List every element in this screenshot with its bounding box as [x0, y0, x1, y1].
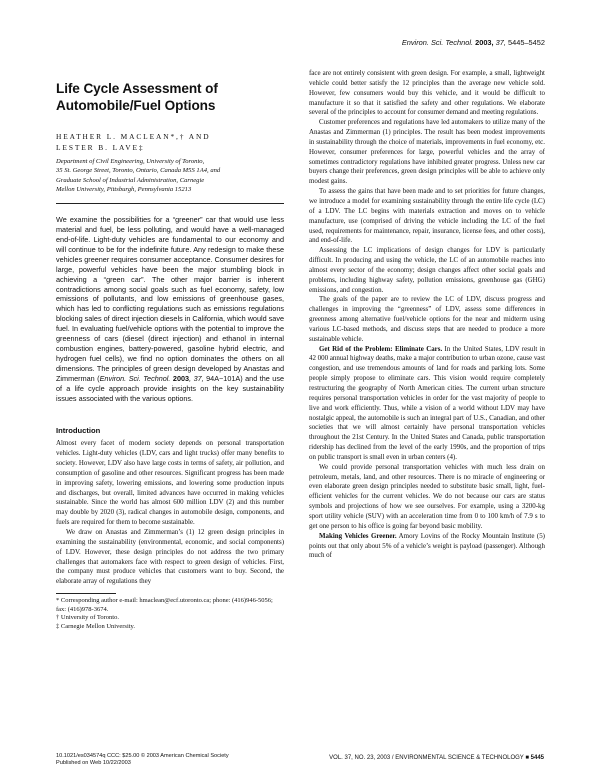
journal-pages: 5445–5452	[508, 38, 545, 47]
abstract	[56, 215, 284, 403]
right-paragraph-5: The goals of the paper are to review the LC of LDV, discuss progress and challenges in improving the “greenness” of LDV, assess some differences in greenness among alternative fuel/vehicle options for the near and midterm using various LC-based methods, and discuss steps that are needed to produce a more sustainable vehicle.	[309, 295, 545, 343]
intro-paragraph-1: Almost every facet of modern society depends on personal transportation vehicles. Light-duty vehicles (LDV, cars and light trucks) offer many benefits to society. However, LDV also have large costs in terms of safety, air pollution, and consumption of gasoline and other resources. Significant progress has been made in improving safety, lowering emissions, and lowering some production inputs and discharges, but overall, limited advances have occurred in making vehicles sustainable. Since the world has almost 600 million LDV (2) and this number may double by 2020 (3), radical changes in automobile design, components, and fuels are required for them to become sustainable.	[56, 439, 284, 527]
right-paragraph-6	[309, 345, 545, 463]
article-title: Life Cycle Assessment of Automobile/Fuel Options	[56, 81, 218, 113]
footer-right	[329, 755, 544, 761]
author-line-2: LESTER B. LAVE‡	[56, 143, 145, 152]
footnote-cmu: ‡ Carnegie Mellon University.	[56, 622, 136, 630]
affiliation	[56, 157, 284, 194]
footnote-toronto: † University of Toronto.	[56, 614, 119, 622]
journal-volume: 37,	[495, 38, 506, 47]
right-paragraph-6-text: In the United States, LDV result in 42 000 annual highway deaths, make a major contribution to urban ozone, cause vast congestion, and use tremendous amounts of land for roads and parking lots. Some people simply propose to eliminate cars. This vision would require completely restructuring the geography of North American cities. The current urban structure requires personal transportation vehicles in order for the vast majority of people to live and work efficiently. Thus, while a vision of a world without LDV may have nostalgic appeal, the automobile is such an integral part of U.S., Canadian, and other societies that we will almost certainly have personal transportation vehicles throughout the 21st Century. In the United States and Canada, public transportation ridership has declined from the level of the early 1990s, and the proportion of trips on public transport is small even in urban centers (4).	[309, 344, 546, 461]
intro-paragraph-2: We draw on Anastas and Zimmerman’s (1) 12 green design principles in examining the sustainability (environmental, economic, and social components) of LDV. However, these design principles do not address the two primary challenges that automakers face with respect to green design of vehicles. First, the company must produce vehicles that customers want to buy. Second, the elaborate array of regulations they	[56, 528, 284, 586]
affiliation-line-3: Graduate School of Industrial Administration, Carnegie	[56, 176, 205, 184]
journal-name: Environ. Sci. Technol.	[401, 38, 474, 47]
affiliation-line-1: Department of Civil Engineering, University of Toronto,	[56, 158, 205, 165]
abstract-cite-year: 2003	[172, 373, 190, 383]
page-number: 5445	[530, 755, 544, 761]
section-heading-introduction: Introduction	[56, 426, 101, 436]
right-paragraph-1: face are not entirely consistent with green design. For example, a small, lightweight vehicle could better satisfy the 12 principles than the average new vehicle sold. However, few consumers would buy this vehicle, and it would be difficult to manufacture it so that it satisfied the safety and other regulations. We elaborate several of the principles to account for consumer demand and meeting regulations.	[309, 69, 545, 117]
footer-journal-info: VOL. 37, NO. 23, 2003 / ENVIRONMENTAL SCIENCE & TECHNOLOGY ■	[329, 755, 531, 761]
footer-doi: 10.1021/es034574q CCC: $25.00 © 2003 American Chemical Society	[56, 753, 229, 759]
journal-header	[0, 38, 545, 47]
abstract-text-2: 94A−101A) and the use of a life cycle approach provide insights on the key sustainability issues associated with the various options.	[56, 373, 284, 403]
abstract-rule	[56, 203, 284, 204]
right-paragraph-8-text: Amory Lovins of the Rocky Mountain Institute (5) points out that only about 5% of a vehicle’s weight is payload (passenger). Although much of	[309, 531, 545, 560]
run-in-heading-eliminate-cars: Get Rid of the Problem: Eliminate Cars.	[319, 344, 443, 353]
right-column	[309, 69, 545, 561]
right-paragraph-4: Assessing the LC implications of design changes for LDV is particularly difficult. In producing and using the vehicle, the LC of an automobile reaches into almost every sector of the economy; design changes affect other social goals and problems, including highway safety, pollution emissions, greenhouse gas (GHG) emissions, and congestion.	[309, 246, 545, 294]
run-in-heading-greener: Making Vehicles Greener.	[319, 531, 397, 540]
footer-published: Published on Web 10/22/2003	[56, 760, 131, 767]
abstract-cite-journal: Environ. Sci. Technol.	[99, 373, 171, 383]
right-paragraph-7: We could provide personal transportation vehicles with much less drain on petroleum, metals, land, and other resources. There is no miracle of engineering or even elaborate green design principles needed to substitute basic small, light, fuel-efficient vehicles for the current vehicles. We do not because our cars are status symbols and projections of how we see ourselves. For example, using a 3200-kg sport utility vehicle (SUV) with an acceleration time from 0 to 100 km/h of 7.9 s to get one person to his office is going far beyond basic mobility.	[309, 462, 545, 530]
footnote-corresponding: * Corresponding author e-mail: hmaclean@ecf.utoronto.ca; phone: (416)946-5056; fax: (416)978-3674.	[56, 597, 273, 613]
footnote-rule	[56, 593, 116, 594]
abstract-cite-volume: , 37,	[189, 373, 204, 383]
author-list	[56, 131, 284, 153]
left-column	[56, 66, 284, 631]
journal-year: 2003,	[475, 38, 494, 47]
footer-left	[56, 753, 229, 767]
affiliation-line-4: Mellon University, Pittsburgh, Pennsylvania 15213	[56, 185, 192, 193]
abstract-text-1: We examine the possibilities for a “greener” car that would use less material and fuel, be less polluting, and would have a well-managed end-of-life. Light-duty vehicles are fundamental to our economy and will continue to be for the indefinite future. Any redesign to make these vehicles greener requires consumer acceptance. Consumer desires for large, powerful vehicles have been the major stumbling block in achieving a “green car”. The other major barrier is inherent contradictions among social goals such as fuel economy, safety, low emissions of pollutants, and low emissions of greenhouse gases, which has led to conflicting regulations such as emissions regulations blocking sales of direct injection diesels in California, which would save fuel. In evaluating fuel/vehicle options with the potential to improve the greenness of cars (diesel (direct injection) and ethanol in internal combustion engines, battery-powered, gasoline hybrid electric, and hydrogen fuel cells), we find no option dominates the others on all dimensions. The principles of green design developed by Anastas and Zimmerman (	[56, 215, 284, 383]
affiliation-line-2: 35 St. George Street, Toronto, Ontario, Canada M5S 1A4, and	[56, 167, 221, 175]
right-paragraph-8	[309, 532, 545, 562]
right-paragraph-3: To assess the gains that have been made and to set priorities for future changes, we introduce a model for examining sustainability through the entire life cycle (LC) of a LDV. The LC begins with materials extraction and moves on to vehicle manufacture, use (comprised of driving the vehicle including the LC of the fuel used, requirements for maintenance, repair, insurance, license fees, and other costs), and end-of-life.	[309, 187, 545, 245]
author-line-1: HEATHER L. MACLEAN*,† AND	[56, 132, 211, 141]
right-paragraph-2: Customer preferences and regulations have led automakers to utilize many of the Anastas and Zimmerman (1) principles. The result has been modest improvements in sustainability through the choice of materials, improvements in fuel economy, etc. However, consumer preferences for large, powerful vehicles and the array of sometimes contradictory regulations have inhibited greater progress. Unless new car buyers change their preferences, green design principles will be able to achieve only modest gains.	[309, 118, 545, 186]
